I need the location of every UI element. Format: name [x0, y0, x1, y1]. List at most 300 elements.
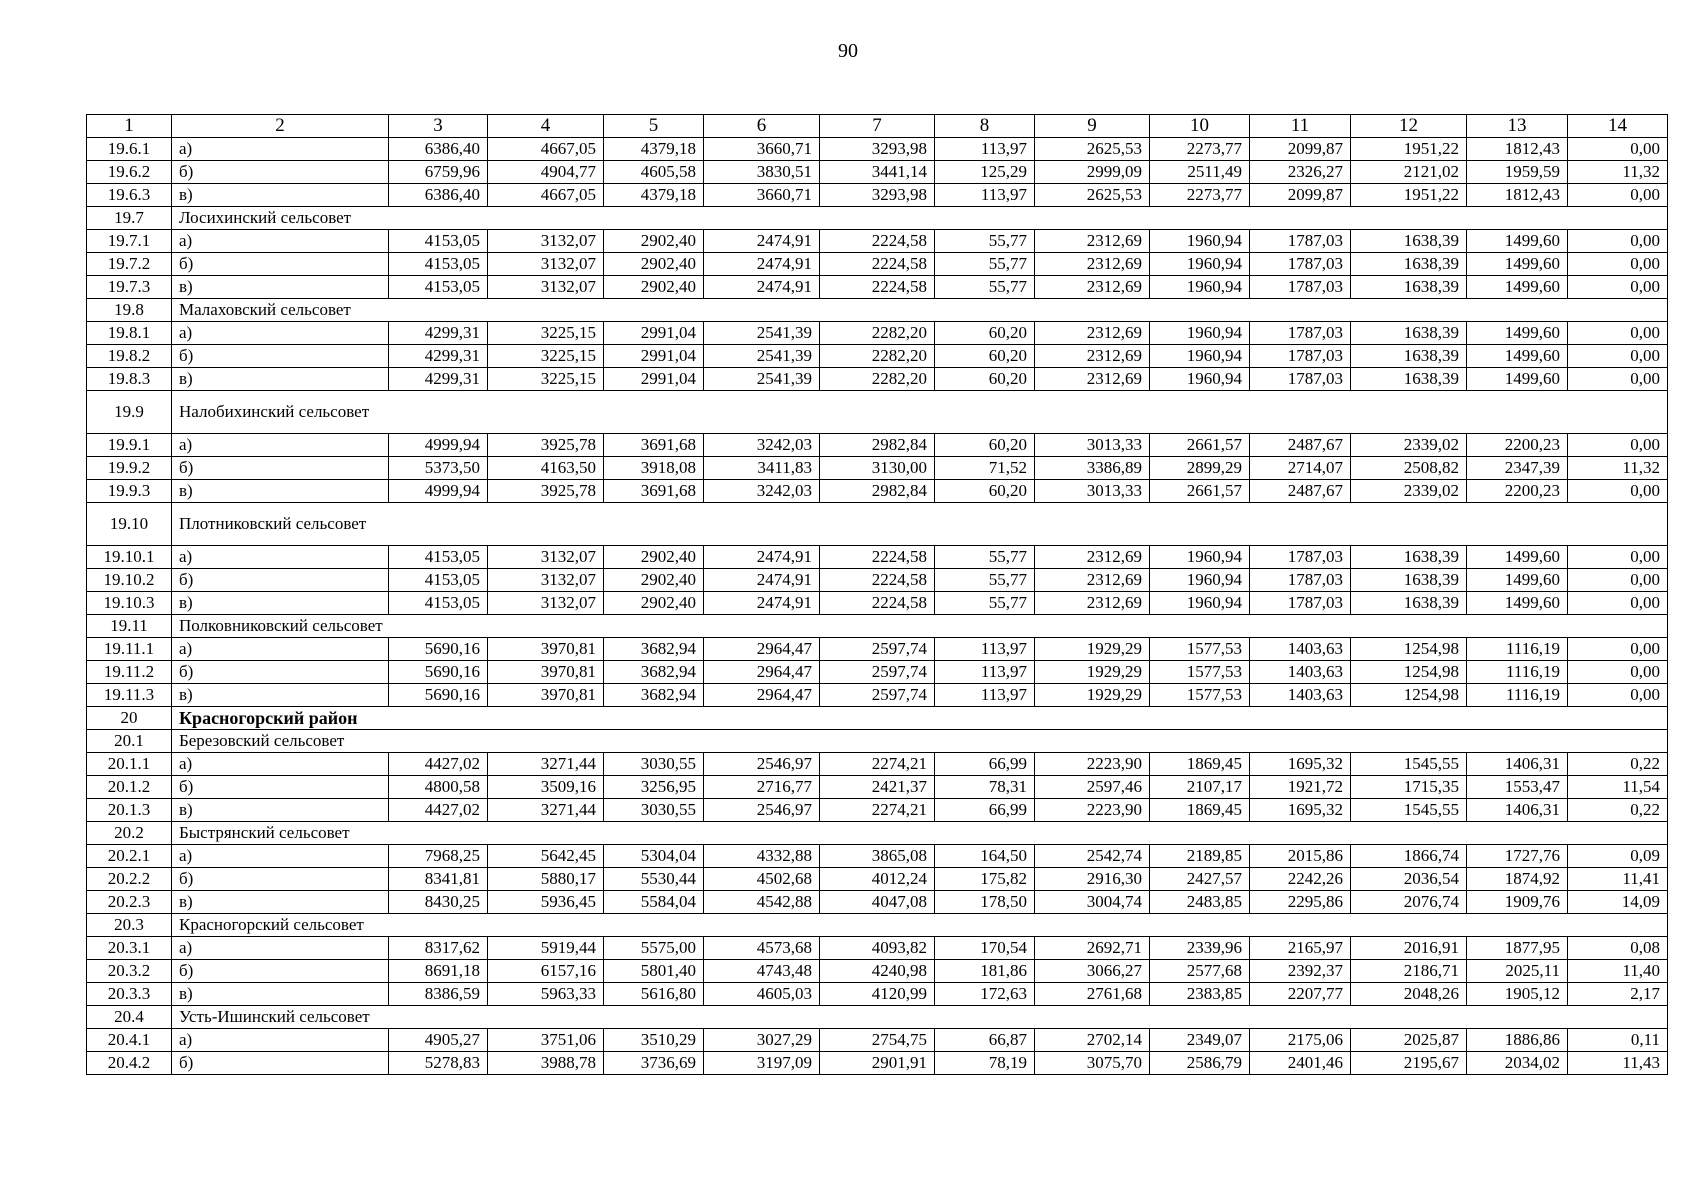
table-cell: 1960,94 [1150, 322, 1250, 345]
row-code: 19.9.2 [87, 457, 172, 480]
table-cell: 3225,15 [488, 345, 604, 368]
row-code: 20.2.3 [87, 891, 172, 914]
table-row [87, 546, 1668, 569]
section-title: Налобихинский сельсовет [172, 391, 1668, 434]
table-cell: 1869,45 [1150, 753, 1250, 776]
row-variant-label: б) [172, 457, 389, 480]
table-cell: 4012,24 [820, 868, 935, 891]
table-cell: 1499,60 [1467, 253, 1568, 276]
row-code: 20.3.3 [87, 983, 172, 1006]
table-cell: 4153,05 [389, 276, 488, 299]
table-cell: 3013,33 [1035, 434, 1150, 457]
row-code: 19.7.2 [87, 253, 172, 276]
section-title: Березовский сельсовет [172, 730, 1668, 753]
table-cell: 1787,03 [1250, 546, 1351, 569]
table-cell: 3970,81 [488, 684, 604, 707]
table-cell: 0,00 [1568, 638, 1668, 661]
table-cell: 3030,55 [604, 753, 704, 776]
table-cell: 3386,89 [1035, 457, 1150, 480]
table-cell: 2625,53 [1035, 138, 1150, 161]
row-variant-label: а) [172, 138, 389, 161]
table-cell: 2282,20 [820, 322, 935, 345]
table-cell: 2542,74 [1035, 845, 1150, 868]
table-cell: 4153,05 [389, 569, 488, 592]
table-cell: 1116,19 [1467, 661, 1568, 684]
table-cell: 4605,58 [604, 161, 704, 184]
row-code: 20.3.2 [87, 960, 172, 983]
table-cell: 1909,76 [1467, 891, 1568, 914]
table-cell: 125,29 [935, 161, 1035, 184]
table-cell: 2326,27 [1250, 161, 1351, 184]
table-cell: 3660,71 [704, 184, 820, 207]
table-cell: 78,31 [935, 776, 1035, 799]
table-cell: 3242,03 [704, 434, 820, 457]
table-cell: 172,63 [935, 983, 1035, 1006]
row-code: 19.9.1 [87, 434, 172, 457]
table-cell: 1874,92 [1467, 868, 1568, 891]
table-cell: 60,20 [935, 434, 1035, 457]
table-cell: 4999,94 [389, 434, 488, 457]
table-cell: 2015,86 [1250, 845, 1351, 868]
table-cell: 1787,03 [1250, 368, 1351, 391]
table-row [87, 661, 1668, 684]
table-cell: 1695,32 [1250, 753, 1351, 776]
table-cell: 2025,87 [1351, 1029, 1467, 1052]
table-cell: 55,77 [935, 230, 1035, 253]
row-code: 19.11.3 [87, 684, 172, 707]
table-cell: 2474,91 [704, 276, 820, 299]
table-cell: 3988,78 [488, 1052, 604, 1075]
table-cell: 1877,95 [1467, 937, 1568, 960]
table-cell: 3293,98 [820, 184, 935, 207]
table-cell: 3510,29 [604, 1029, 704, 1052]
table-cell: 2274,21 [820, 799, 935, 822]
table-cell: 2902,40 [604, 230, 704, 253]
table-cell: 8386,59 [389, 983, 488, 1006]
table-cell: 5690,16 [389, 638, 488, 661]
table-cell: 2,17 [1568, 983, 1668, 1006]
table-cell: 4427,02 [389, 799, 488, 822]
row-variant-label: а) [172, 230, 389, 253]
table-row [87, 753, 1668, 776]
table-cell: 3027,29 [704, 1029, 820, 1052]
table-row [87, 276, 1668, 299]
table-cell: 5584,04 [604, 891, 704, 914]
table-cell: 2702,14 [1035, 1029, 1150, 1052]
table-cell: 4999,94 [389, 480, 488, 503]
section-title: Малаховский сельсовет [172, 299, 1668, 322]
table-cell: 1787,03 [1250, 322, 1351, 345]
table-cell: 3132,07 [488, 230, 604, 253]
table-cell: 3271,44 [488, 753, 604, 776]
row-code: 20.1.3 [87, 799, 172, 822]
table-cell: 4605,03 [704, 983, 820, 1006]
row-code: 20.4.2 [87, 1052, 172, 1075]
column-header: 5 [604, 115, 704, 138]
table-cell: 66,99 [935, 799, 1035, 822]
table-row [87, 684, 1668, 707]
table-cell: 0,00 [1568, 230, 1668, 253]
table-cell: 1921,72 [1250, 776, 1351, 799]
table-cell: 2474,91 [704, 230, 820, 253]
column-header: 1 [87, 115, 172, 138]
table-cell: 55,77 [935, 276, 1035, 299]
table-cell: 2991,04 [604, 368, 704, 391]
table-cell: 4502,68 [704, 868, 820, 891]
table-cell: 2982,84 [820, 434, 935, 457]
table-row [87, 230, 1668, 253]
table-cell: 1403,63 [1250, 638, 1351, 661]
table-cell: 2099,87 [1250, 138, 1351, 161]
table-cell: 1499,60 [1467, 592, 1568, 615]
section-row [87, 1006, 1668, 1029]
table-cell: 1499,60 [1467, 322, 1568, 345]
table-cell: 1406,31 [1467, 753, 1568, 776]
table-cell: 1638,39 [1351, 345, 1467, 368]
table-cell: 1695,32 [1250, 799, 1351, 822]
table-cell: 2207,77 [1250, 983, 1351, 1006]
section-row [87, 914, 1668, 937]
table-row [87, 184, 1668, 207]
table-cell: 3830,51 [704, 161, 820, 184]
table-cell: 1403,63 [1250, 661, 1351, 684]
column-header: 12 [1351, 115, 1467, 138]
table-cell: 5936,45 [488, 891, 604, 914]
row-code: 19.9 [87, 391, 172, 434]
table-cell: 1951,22 [1351, 184, 1467, 207]
district-title: Красногорский район [172, 707, 1668, 730]
table-cell: 1499,60 [1467, 230, 1568, 253]
table-cell: 4299,31 [389, 322, 488, 345]
table-cell: 3030,55 [604, 799, 704, 822]
table-cell: 1787,03 [1250, 253, 1351, 276]
table-cell: 3925,78 [488, 480, 604, 503]
table-cell: 2902,40 [604, 276, 704, 299]
table-cell: 2224,58 [820, 592, 935, 615]
table-cell: 71,52 [935, 457, 1035, 480]
table-cell: 4093,82 [820, 937, 935, 960]
table-row [87, 345, 1668, 368]
table-cell: 8691,18 [389, 960, 488, 983]
table-cell: 0,00 [1568, 569, 1668, 592]
table-cell: 1499,60 [1467, 276, 1568, 299]
table-cell: 0,22 [1568, 753, 1668, 776]
row-variant-label: в) [172, 368, 389, 391]
table-cell: 1812,43 [1467, 138, 1568, 161]
table-row [87, 799, 1668, 822]
table-cell: 11,32 [1568, 161, 1668, 184]
row-variant-label: в) [172, 184, 389, 207]
table-cell: 0,00 [1568, 253, 1668, 276]
table-cell: 1960,94 [1150, 546, 1250, 569]
table-cell: 3132,07 [488, 569, 604, 592]
table-cell: 2902,40 [604, 253, 704, 276]
row-code: 20.3.1 [87, 937, 172, 960]
table-cell: 4800,58 [389, 776, 488, 799]
table-cell: 1254,98 [1351, 684, 1467, 707]
table-cell: 3132,07 [488, 276, 604, 299]
row-code: 19.10.3 [87, 592, 172, 615]
table-cell: 2223,90 [1035, 753, 1150, 776]
row-code: 19.8.2 [87, 345, 172, 368]
table-cell: 2487,67 [1250, 480, 1351, 503]
row-variant-label: а) [172, 1029, 389, 1052]
table-cell: 1638,39 [1351, 276, 1467, 299]
section-title: Красногорский сельсовет [172, 914, 1668, 937]
table-cell: 4240,98 [820, 960, 935, 983]
table-cell: 1929,29 [1035, 638, 1150, 661]
row-code: 20.3 [87, 914, 172, 937]
table-cell: 11,40 [1568, 960, 1668, 983]
table-cell: 2224,58 [820, 276, 935, 299]
table-cell: 4573,68 [704, 937, 820, 960]
row-code: 19.11 [87, 615, 172, 638]
table-cell: 2754,75 [820, 1029, 935, 1052]
table-cell: 2339,96 [1150, 937, 1250, 960]
row-variant-label: в) [172, 592, 389, 615]
table-row [87, 480, 1668, 503]
table-cell: 1638,39 [1351, 322, 1467, 345]
table-cell: 2586,79 [1150, 1052, 1250, 1075]
section-row [87, 503, 1668, 546]
row-variant-label: б) [172, 569, 389, 592]
table-cell: 2295,86 [1250, 891, 1351, 914]
table-cell: 1638,39 [1351, 569, 1467, 592]
table-cell: 1638,39 [1351, 368, 1467, 391]
table-cell: 1403,63 [1250, 684, 1351, 707]
table-cell: 2195,67 [1351, 1052, 1467, 1075]
table-cell: 0,11 [1568, 1029, 1668, 1052]
row-variant-label: в) [172, 891, 389, 914]
table-cell: 1638,39 [1351, 253, 1467, 276]
column-header: 8 [935, 115, 1035, 138]
table-cell: 60,20 [935, 480, 1035, 503]
table-cell: 2036,54 [1351, 868, 1467, 891]
table-cell: 5616,80 [604, 983, 704, 1006]
column-header: 10 [1150, 115, 1250, 138]
table-cell: 1545,55 [1351, 799, 1467, 822]
table-cell: 2541,39 [704, 345, 820, 368]
table-cell: 1499,60 [1467, 345, 1568, 368]
page-number: 90 [838, 40, 858, 62]
row-variant-label: в) [172, 799, 389, 822]
table-cell: 2312,69 [1035, 322, 1150, 345]
table-cell: 2546,97 [704, 799, 820, 822]
table-cell: 2474,91 [704, 569, 820, 592]
table-cell: 3132,07 [488, 592, 604, 615]
table-cell: 2107,17 [1150, 776, 1250, 799]
table-cell: 4299,31 [389, 345, 488, 368]
table-cell: 1812,43 [1467, 184, 1568, 207]
table-cell: 2383,85 [1150, 983, 1250, 1006]
row-code: 19.7 [87, 207, 172, 230]
table-cell: 2282,20 [820, 345, 935, 368]
table-cell: 14,09 [1568, 891, 1668, 914]
table-cell: 60,20 [935, 345, 1035, 368]
tariff-table [86, 114, 1668, 1075]
table-cell: 5304,04 [604, 845, 704, 868]
table-cell: 2312,69 [1035, 569, 1150, 592]
table-row [87, 776, 1668, 799]
row-code: 20.2.1 [87, 845, 172, 868]
row-variant-label: в) [172, 983, 389, 1006]
table-cell: 5880,17 [488, 868, 604, 891]
table-cell: 1638,39 [1351, 592, 1467, 615]
table-cell: 5963,33 [488, 983, 604, 1006]
table-cell: 2034,02 [1467, 1052, 1568, 1075]
table-cell: 2902,40 [604, 546, 704, 569]
section-row [87, 299, 1668, 322]
table-row [87, 253, 1668, 276]
row-code: 19.8.3 [87, 368, 172, 391]
row-variant-label: в) [172, 276, 389, 299]
table-cell: 4120,99 [820, 983, 935, 1006]
table-cell: 2349,07 [1150, 1029, 1250, 1052]
table-cell: 0,00 [1568, 434, 1668, 457]
row-variant-label: б) [172, 253, 389, 276]
table-cell: 0,00 [1568, 345, 1668, 368]
table-cell: 60,20 [935, 322, 1035, 345]
table-cell: 3004,74 [1035, 891, 1150, 914]
table-cell: 2902,40 [604, 592, 704, 615]
row-code: 19.10.1 [87, 546, 172, 569]
table-cell: 2714,07 [1250, 457, 1351, 480]
table-cell: 66,87 [935, 1029, 1035, 1052]
table-cell: 2902,40 [604, 569, 704, 592]
row-code: 19.6.2 [87, 161, 172, 184]
row-code: 20.1.1 [87, 753, 172, 776]
table-row [87, 845, 1668, 868]
row-code: 20.2 [87, 822, 172, 845]
table-cell: 5530,44 [604, 868, 704, 891]
table-cell: 2401,46 [1250, 1052, 1351, 1075]
table-cell: 0,00 [1568, 322, 1668, 345]
table-cell: 3865,08 [820, 845, 935, 868]
table-cell: 1886,86 [1467, 1029, 1568, 1052]
table-row [87, 569, 1668, 592]
table-cell: 3293,98 [820, 138, 935, 161]
table-cell: 5373,50 [389, 457, 488, 480]
table-cell: 2899,29 [1150, 457, 1250, 480]
table-cell: 2282,20 [820, 368, 935, 391]
district-row [87, 707, 1668, 730]
table-cell: 181,86 [935, 960, 1035, 983]
table-cell: 5690,16 [389, 661, 488, 684]
table-cell: 2916,30 [1035, 868, 1150, 891]
table-cell: 2597,74 [820, 684, 935, 707]
table-cell: 5801,40 [604, 960, 704, 983]
table-cell: 55,77 [935, 253, 1035, 276]
table-cell: 170,54 [935, 937, 1035, 960]
table-cell: 0,09 [1568, 845, 1668, 868]
table-cell: 4905,27 [389, 1029, 488, 1052]
table-cell: 66,99 [935, 753, 1035, 776]
row-code: 19.9.3 [87, 480, 172, 503]
table-cell: 8317,62 [389, 937, 488, 960]
table-cell: 2200,23 [1467, 434, 1568, 457]
table-cell: 1577,53 [1150, 684, 1250, 707]
column-header: 11 [1250, 115, 1351, 138]
row-code: 19.10 [87, 503, 172, 546]
table-cell: 2508,82 [1351, 457, 1467, 480]
table-cell: 1787,03 [1250, 230, 1351, 253]
section-row [87, 615, 1668, 638]
table-cell: 1406,31 [1467, 799, 1568, 822]
table-row [87, 868, 1668, 891]
table-cell: 55,77 [935, 546, 1035, 569]
table-cell: 2224,58 [820, 253, 935, 276]
table-cell: 2597,74 [820, 638, 935, 661]
table-cell: 2339,02 [1351, 434, 1467, 457]
table-cell: 3970,81 [488, 638, 604, 661]
table-cell: 2312,69 [1035, 546, 1150, 569]
table-row [87, 138, 1668, 161]
column-header: 7 [820, 115, 935, 138]
table-cell: 1905,12 [1467, 983, 1568, 1006]
table-cell: 0,00 [1568, 661, 1668, 684]
table-cell: 4163,50 [488, 457, 604, 480]
row-variant-label: в) [172, 684, 389, 707]
table-cell: 3225,15 [488, 368, 604, 391]
table-row [87, 161, 1668, 184]
table-row [87, 592, 1668, 615]
table-cell: 2577,68 [1150, 960, 1250, 983]
table-cell: 2964,47 [704, 638, 820, 661]
table-cell: 2716,77 [704, 776, 820, 799]
table-cell: 1638,39 [1351, 230, 1467, 253]
table-cell: 1960,94 [1150, 345, 1250, 368]
table-cell: 2339,02 [1351, 480, 1467, 503]
table-row [87, 434, 1668, 457]
table-cell: 178,50 [935, 891, 1035, 914]
table-cell: 1929,29 [1035, 661, 1150, 684]
table-cell: 2487,67 [1250, 434, 1351, 457]
table-cell: 0,00 [1568, 184, 1668, 207]
table-cell: 1787,03 [1250, 592, 1351, 615]
table-cell: 2474,91 [704, 546, 820, 569]
table-cell: 1787,03 [1250, 276, 1351, 299]
table-cell: 5919,44 [488, 937, 604, 960]
table-cell: 2273,77 [1150, 138, 1250, 161]
table-cell: 1499,60 [1467, 546, 1568, 569]
table-cell: 2901,91 [820, 1052, 935, 1075]
table-cell: 2661,57 [1150, 434, 1250, 457]
table-cell: 3411,83 [704, 457, 820, 480]
table-cell: 1577,53 [1150, 661, 1250, 684]
table-cell: 113,97 [935, 184, 1035, 207]
table-cell: 2200,23 [1467, 480, 1568, 503]
table-cell: 3918,08 [604, 457, 704, 480]
table-cell: 0,22 [1568, 799, 1668, 822]
row-variant-label: а) [172, 845, 389, 868]
table-cell: 1638,39 [1351, 546, 1467, 569]
table-cell: 6157,16 [488, 960, 604, 983]
table-cell: 2274,21 [820, 753, 935, 776]
table-cell: 11,43 [1568, 1052, 1668, 1075]
table-cell: 113,97 [935, 661, 1035, 684]
table-cell: 2312,69 [1035, 345, 1150, 368]
table-cell: 3682,94 [604, 638, 704, 661]
section-title: Лосихинский сельсовет [172, 207, 1668, 230]
table-cell: 3509,16 [488, 776, 604, 799]
table-cell: 4332,88 [704, 845, 820, 868]
table-cell: 5278,83 [389, 1052, 488, 1075]
section-title: Полковниковский сельсовет [172, 615, 1668, 638]
table-cell: 113,97 [935, 138, 1035, 161]
row-variant-label: б) [172, 776, 389, 799]
table-cell: 1715,35 [1351, 776, 1467, 799]
table-cell: 0,00 [1568, 276, 1668, 299]
